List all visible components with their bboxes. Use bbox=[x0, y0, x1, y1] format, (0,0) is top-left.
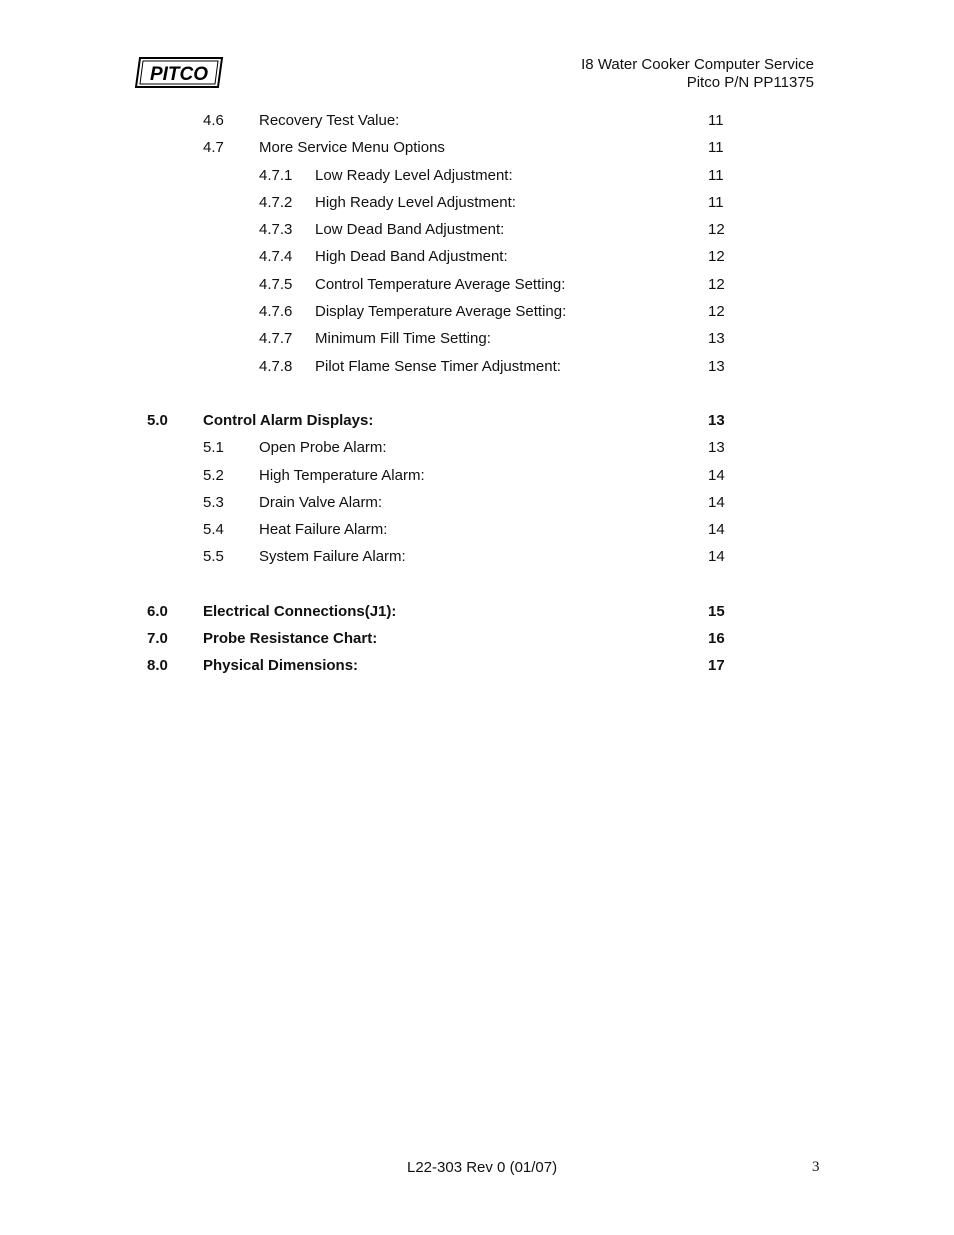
toc-entry bbox=[0, 493, 954, 520]
toc-section-number: 4.7.3 bbox=[259, 221, 293, 239]
toc-section-title: Control Alarm Displays: bbox=[203, 411, 374, 429]
toc-section-number: 4.7.6 bbox=[259, 303, 293, 321]
toc-page-number: 12 bbox=[708, 303, 725, 321]
toc-page-number: 14 bbox=[708, 493, 725, 511]
toc-section-title: Physical Dimensions: bbox=[203, 657, 359, 675]
toc-section-title: High Temperature Alarm: bbox=[259, 466, 425, 484]
toc-section-title: Low Dead Band Adjustment: bbox=[315, 221, 505, 239]
toc-page-number: 12 bbox=[708, 248, 725, 266]
header-part-number: Pitco P/N PP11375 bbox=[686, 74, 814, 91]
toc-section-title: Drain Valve Alarm: bbox=[259, 493, 383, 511]
toc-section-title: Heat Failure Alarm: bbox=[259, 521, 388, 539]
toc-section-number: 4.6 bbox=[203, 112, 224, 129]
toc-page-number: 12 bbox=[708, 221, 725, 239]
toc-section-title: Display Temperature Average Setting: bbox=[315, 303, 567, 321]
toc-page-number: 14 bbox=[708, 521, 725, 539]
toc-entry bbox=[0, 220, 954, 247]
toc-page-number: 11 bbox=[708, 112, 724, 129]
toc-section-title: Low Ready Level Adjustment: bbox=[315, 166, 513, 184]
toc-section-number: 5.0 bbox=[147, 411, 168, 429]
toc-section-number: 4.7 bbox=[203, 139, 224, 157]
toc-section-title: Recovery Test Value: bbox=[259, 112, 400, 129]
toc-page-number: 11 bbox=[708, 166, 724, 184]
toc-entry bbox=[0, 411, 954, 438]
toc-entry bbox=[0, 193, 954, 220]
toc-entry bbox=[0, 138, 954, 165]
toc-section-number: 8.0 bbox=[147, 657, 168, 675]
toc-section-title: High Ready Level Adjustment: bbox=[315, 193, 516, 211]
toc-page-number: 11 bbox=[708, 139, 724, 157]
toc-entry bbox=[0, 656, 954, 683]
toc-entry bbox=[0, 302, 954, 329]
toc-page-number: 16 bbox=[708, 630, 725, 648]
toc-page-number: 13 bbox=[708, 357, 725, 375]
toc-section-title: Control Temperature Average Setting: bbox=[315, 275, 566, 293]
toc-section-title: Pilot Flame Sense Timer Adjustment: bbox=[315, 357, 561, 375]
footer-doc-ref: L22-303 Rev 0 (01/07) bbox=[407, 1159, 558, 1176]
table-of-contents bbox=[0, 111, 954, 684]
toc-entry bbox=[0, 357, 954, 384]
toc-page-number: 13 bbox=[708, 330, 725, 348]
toc-section-number: 4.7.4 bbox=[259, 248, 293, 266]
toc-section-title: Probe Resistance Chart: bbox=[203, 630, 378, 648]
toc-section-number: 5.3 bbox=[203, 493, 224, 511]
toc-section-number: 4.7.7 bbox=[259, 330, 293, 348]
toc-entry bbox=[0, 329, 954, 356]
toc-entry bbox=[0, 466, 954, 493]
toc-page-number: 17 bbox=[708, 657, 725, 675]
toc-section-title: High Dead Band Adjustment: bbox=[315, 248, 508, 266]
toc-entry bbox=[0, 438, 954, 465]
toc-section-title: Open Probe Alarm: bbox=[259, 439, 387, 457]
footer-page-number: 3 bbox=[812, 1159, 820, 1175]
toc-section-number: 7.0 bbox=[147, 630, 168, 648]
pitco-logo bbox=[134, 56, 224, 89]
toc-page-number: 12 bbox=[708, 275, 725, 293]
toc-section-title: Minimum Fill Time Setting: bbox=[315, 330, 491, 348]
toc-section-title: Electrical Connections(J1): bbox=[203, 602, 397, 620]
toc-entry bbox=[0, 547, 954, 574]
toc-page-number: 13 bbox=[708, 439, 725, 457]
toc-section-number: 4.7.1 bbox=[259, 166, 293, 184]
toc-section-number: 4.7.8 bbox=[259, 357, 293, 375]
toc-section-number: 6.0 bbox=[147, 602, 168, 620]
toc-page-number: 14 bbox=[708, 466, 725, 484]
toc-section-number: 4.7.2 bbox=[259, 193, 293, 211]
toc-entry bbox=[0, 247, 954, 274]
toc-section-number: 5.5 bbox=[203, 548, 224, 566]
toc-page-number: 14 bbox=[708, 548, 725, 566]
toc-entry bbox=[0, 520, 954, 547]
toc-page-number: 11 bbox=[708, 193, 724, 211]
toc-section-number: 5.4 bbox=[203, 521, 224, 539]
toc-section-number: 5.1 bbox=[203, 439, 224, 457]
toc-entry bbox=[0, 275, 954, 302]
toc-section-title: More Service Menu Options bbox=[259, 139, 445, 157]
toc-section-title: System Failure Alarm: bbox=[259, 548, 406, 566]
svg-text:PITCO: PITCO bbox=[149, 64, 209, 85]
toc-entry bbox=[0, 166, 954, 193]
toc-page-number: 13 bbox=[708, 411, 725, 429]
toc-entry bbox=[0, 602, 954, 629]
toc-entry bbox=[0, 629, 954, 656]
toc-page-number: 15 bbox=[708, 602, 725, 620]
document-header bbox=[581, 56, 814, 92]
toc-section-number: 4.7.5 bbox=[259, 275, 293, 293]
header-title: I8 Water Cooker Computer Service bbox=[581, 56, 814, 73]
toc-entry bbox=[0, 111, 954, 138]
toc-section-number: 5.2 bbox=[203, 466, 224, 484]
